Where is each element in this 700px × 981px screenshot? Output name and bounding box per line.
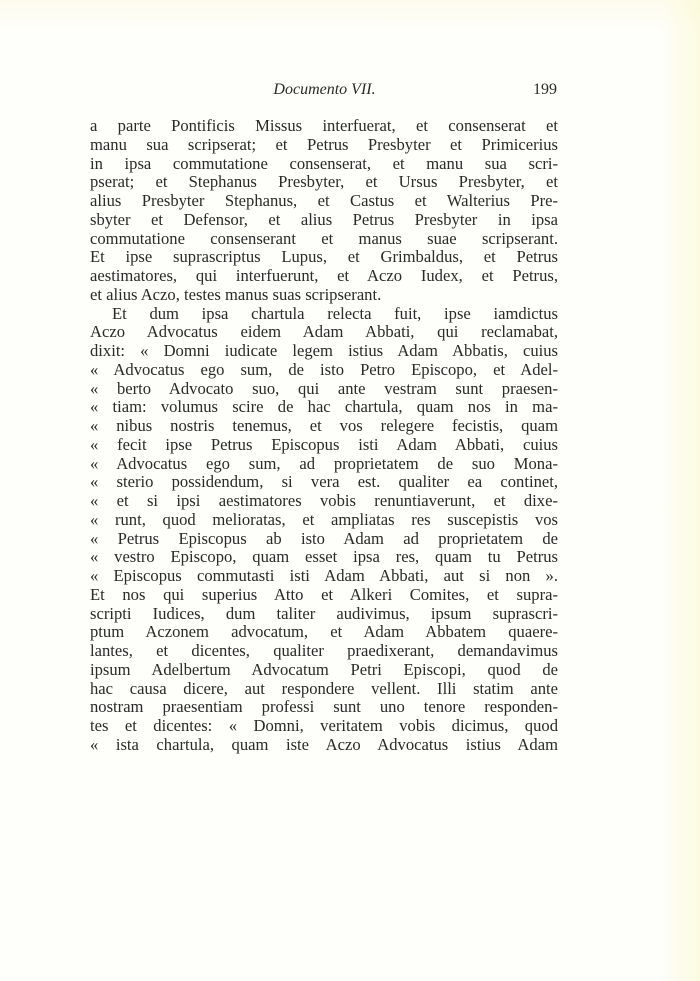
running-title: Documento VII. bbox=[273, 81, 376, 98]
text-line: commutatione consenserant et manus suae scripserant. bbox=[90, 228, 558, 248]
text-line: manu sua scripserat; et Petrus Presbyter et Primicerius bbox=[90, 134, 558, 154]
text-line: scripti Iudices, dum taliter audivimus, ipsum suprascri- bbox=[90, 603, 558, 623]
text-line: « et si ipsi aestimatores vobis renuntiaverunt, et dixe- bbox=[90, 491, 558, 510]
page-edge-tint-right bbox=[660, 0, 700, 981]
text-line: « nibus nostris tenemus, et vos relegere fecistis, quam bbox=[90, 416, 558, 435]
text-line: hac causa dicere, aut respondere vellent. Illi statim ante bbox=[90, 678, 558, 698]
text-line: « fecit ipse Petrus Episcopus isti Adam Abbati, cuius bbox=[90, 434, 558, 454]
text-line: Aczo Advocatus eidem Adam Abbati, qui reclamabat, bbox=[90, 322, 558, 342]
text-line: « tiam: volumus scire de hac chartula, quam nos in ma- bbox=[90, 397, 558, 417]
text-line-paragraph-start: Et dum ipsa chartula relecta fuit, ipse iamdictus bbox=[112, 303, 558, 323]
text-line: aestimatores, qui interfuerunt, et Aczo Iudex, et Petrus, bbox=[90, 266, 558, 285]
text-line: dixit: « Domni iudicate legem istius Adam Abbatis, cuius bbox=[90, 341, 558, 360]
text-line: « sterio possidendum, si vera est. qualiter ea continet, bbox=[90, 472, 558, 492]
text-line: « runt, quod melioratas, et ampliatas res suscepistis vos bbox=[90, 509, 558, 529]
text-line: « ista chartula, quam iste Aczo Advocatus istius Adam bbox=[90, 734, 558, 754]
text-line: tes et dicentes: « Domni, veritatem vobis dicimus, quod bbox=[90, 716, 558, 735]
text-line: sbyter et Defensor, et alius Petrus Presbyter in ipsa bbox=[90, 209, 558, 229]
text-line-paragraph-end: et alius Aczo, testes manus suas scripserant. bbox=[90, 284, 382, 304]
text-line: Et ipse suprascriptus Lupus, et Grimbaldus, et Petrus bbox=[90, 247, 558, 267]
text-line: ipsum Adelbertum Advocatum Petri Episcopi, quod de bbox=[90, 659, 558, 679]
running-head bbox=[90, 81, 557, 103]
text-line: lantes, et dicentes, qualiter praedixerant, demandavimus bbox=[90, 641, 558, 660]
text-line: Et nos qui superius Atto et Alkeri Comites, et supra- bbox=[90, 584, 558, 604]
page-edge-tint-top bbox=[0, 0, 700, 30]
text-line: in ipsa commutatione consenserat, et manu sua scri- bbox=[90, 153, 558, 173]
text-line: ptum Aczonem advocatum, et Adam Abbatem quaere- bbox=[90, 622, 558, 642]
text-line: « Advocatus ego sum, de isto Petro Episcopo, et Adel- bbox=[90, 359, 558, 379]
text-line: nostram praesentiam professi sunt uno tenore responden- bbox=[90, 697, 558, 717]
text-line: « Advocatus ego sum, ad proprietatem de suo Mona- bbox=[90, 453, 558, 473]
text-line: « Petrus Episcopus ab isto Adam ad proprietatem de bbox=[90, 528, 558, 548]
body-text bbox=[90, 117, 558, 755]
text-line: « vestro Episcopo, quam esset ipsa res, quam tu Petrus bbox=[90, 547, 558, 567]
page-number: 199 bbox=[533, 81, 557, 98]
text-line: pserat; et Stephanus Presbyter, et Ursus Presbyter, et bbox=[90, 172, 558, 192]
text-line: « Episcopus commutasti isti Adam Abbati, aut si non ». bbox=[90, 566, 558, 585]
text-line: alius Presbyter Stephanus, et Castus et Walterius Pre- bbox=[90, 191, 558, 210]
text-line: « berto Advocato suo, qui ante vestram sunt praesen- bbox=[90, 378, 558, 398]
text-line: a parte Pontificis Missus interfuerat, et consenserat et bbox=[90, 116, 558, 135]
